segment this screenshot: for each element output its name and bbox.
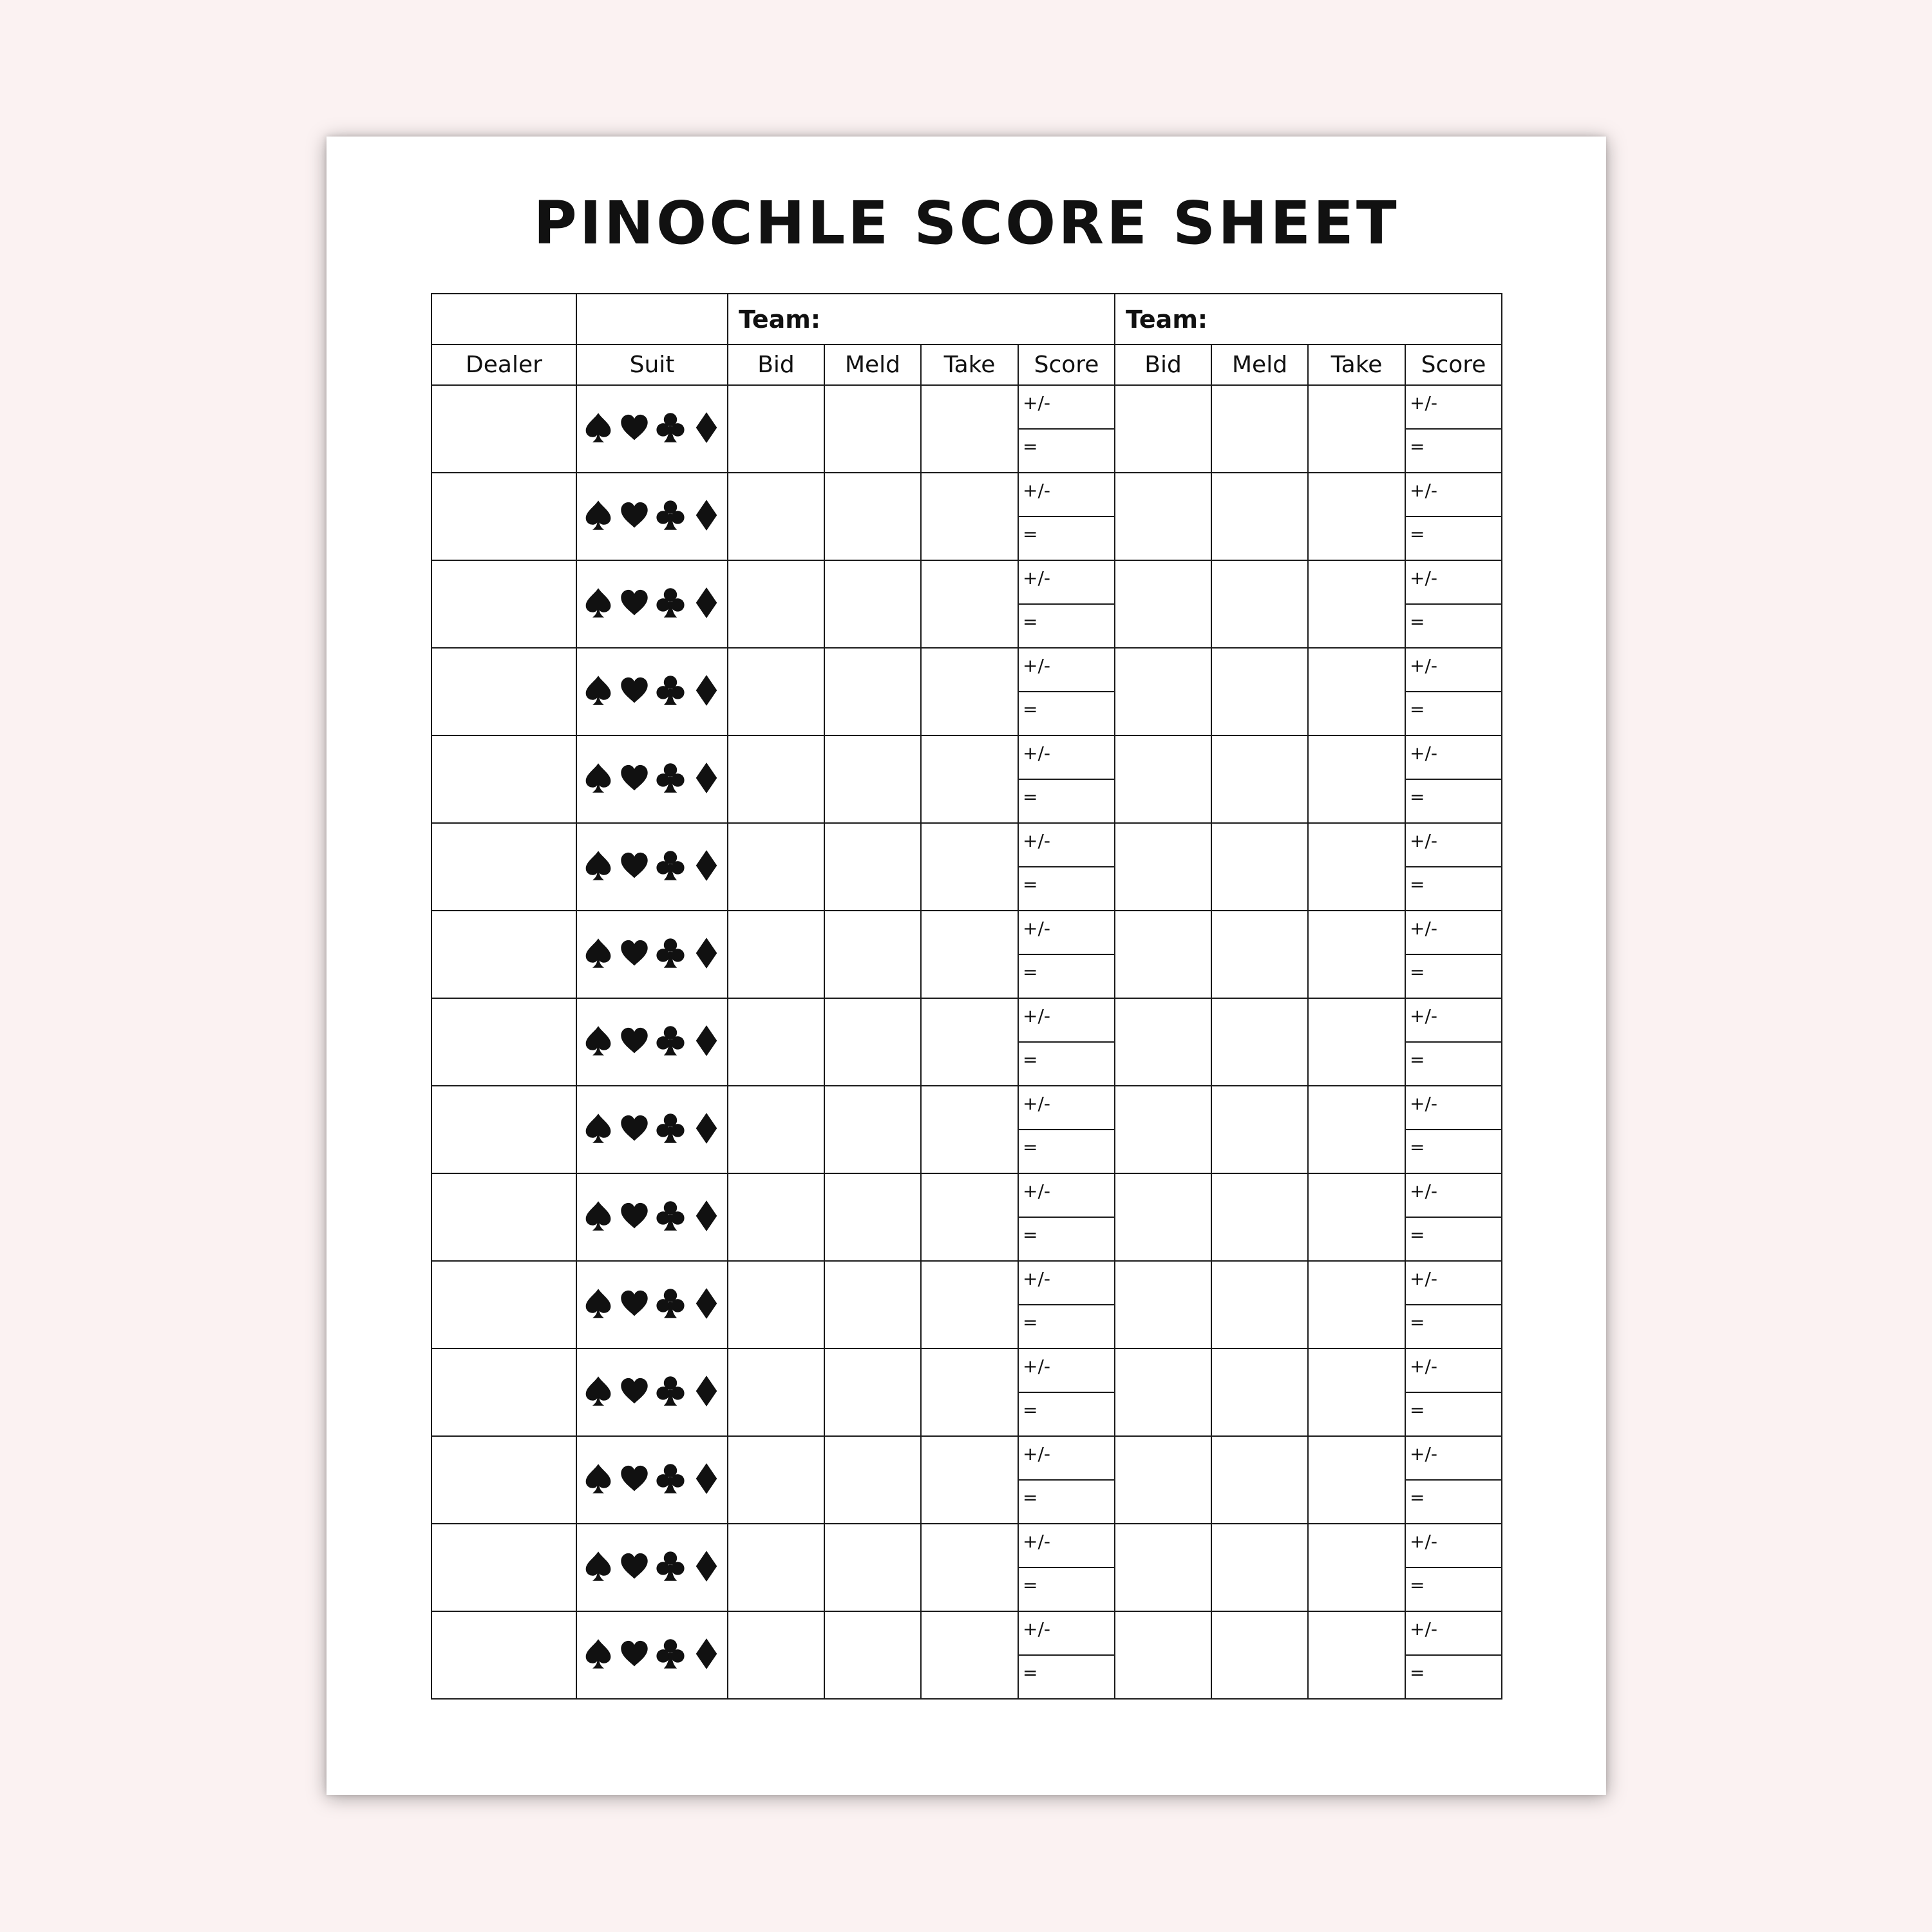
team-a-score-adjust-cell[interactable]: +/- [1018,1261,1115,1305]
dealer-cell[interactable] [431,1436,576,1524]
team-b-meld-cell[interactable] [1211,1086,1308,1173]
team-b-bid-cell[interactable] [1115,823,1211,911]
team-a-score-total-cell[interactable]: = [1018,867,1115,911]
team-a-score-adjust-cell[interactable]: +/- [1018,648,1115,692]
team-b-score-adjust-cell[interactable]: +/- [1405,998,1502,1042]
spade-icon[interactable] [583,762,613,794]
diamond-icon[interactable] [692,1463,721,1495]
team-b-score-adjust-cell[interactable]: +/- [1405,385,1502,429]
hand-row-3-adjust [431,560,1502,604]
hand-row-11-adjust [431,1261,1502,1305]
column-header-team-a-take: Take [921,345,1018,385]
hand-row-5-adjust [431,735,1502,779]
column-header-row [431,345,1502,385]
suit-cell[interactable] [576,1349,728,1436]
suit-cell[interactable] [576,560,728,648]
team-a-score-adjust-cell[interactable]: +/- [1018,1524,1115,1567]
club-icon[interactable] [656,1638,685,1670]
team-b-score-total-cell[interactable]: = [1405,1042,1502,1086]
team-a-bid-cell[interactable] [728,648,824,735]
team-a-score-adjust-cell[interactable]: +/- [1018,823,1115,867]
team-a-take-cell[interactable] [921,473,1018,560]
team-b-bid-cell[interactable] [1115,560,1211,648]
dealer-cell[interactable] [431,473,576,560]
team-b-bid-cell[interactable] [1115,1524,1211,1611]
heart-icon[interactable] [620,937,649,969]
team-a-meld-cell[interactable] [824,648,921,735]
heart-icon[interactable] [620,587,649,619]
team-a-bid-cell[interactable] [728,1524,824,1611]
suit-cell[interactable] [576,648,728,735]
team-a-meld-cell[interactable] [824,385,921,473]
team-a-score-total-cell[interactable]: = [1018,604,1115,648]
team-a-bid-cell[interactable] [728,1173,824,1261]
team-a-bid-cell[interactable] [728,385,824,473]
team-a-meld-cell[interactable] [824,911,921,998]
club-icon[interactable] [656,1375,685,1407]
team-b-take-cell[interactable] [1308,911,1405,998]
spade-icon[interactable] [583,587,613,619]
team-a-score-total-cell[interactable]: = [1018,1130,1115,1173]
team-a-score-total-cell[interactable]: = [1018,1655,1115,1699]
team-a-meld-cell[interactable] [824,823,921,911]
team-b-bid-cell[interactable] [1115,1349,1211,1436]
spade-icon[interactable] [583,412,613,444]
team-a-meld-cell[interactable] [824,998,921,1086]
dealer-cell[interactable] [431,385,576,473]
team-a-score-adjust-cell[interactable]: +/- [1018,911,1115,954]
team-b-meld-cell[interactable] [1211,998,1308,1086]
team-b-take-cell[interactable] [1308,1611,1405,1699]
team-a-score-total-cell[interactable]: = [1018,1305,1115,1349]
team-b-meld-cell[interactable] [1211,560,1308,648]
team-a-score-adjust-cell[interactable]: +/- [1018,1611,1115,1655]
team-a-score-total-cell[interactable]: = [1018,429,1115,473]
hand-row-14-adjust [431,1524,1502,1567]
suit-cell[interactable] [576,998,728,1086]
dealer-cell[interactable] [431,1349,576,1436]
team-a-meld-cell[interactable] [824,1611,921,1699]
team-b-score-total-cell[interactable]: = [1405,429,1502,473]
blank-header-cell [576,294,728,345]
diamond-icon[interactable] [692,412,721,444]
dealer-cell[interactable] [431,735,576,823]
hand-row-9-adjust [431,1086,1502,1130]
diamond-icon[interactable] [692,674,721,706]
team-b-score-adjust-cell[interactable]: +/- [1405,648,1502,692]
team-b-score-total-cell[interactable]: = [1405,692,1502,735]
team-b-meld-cell[interactable] [1211,1349,1308,1436]
team-b-bid-cell[interactable] [1115,1086,1211,1173]
heart-icon[interactable] [620,1463,649,1495]
team-a-bid-cell[interactable] [728,998,824,1086]
team-b-meld-cell[interactable] [1211,1436,1308,1524]
team-b-score-total-cell[interactable]: = [1405,1130,1502,1173]
team-a-take-cell[interactable] [921,1261,1018,1349]
team-a-meld-cell[interactable] [824,473,921,560]
team-a-take-cell[interactable] [921,385,1018,473]
team-a-score-adjust-cell[interactable]: +/- [1018,1086,1115,1130]
team-b-score-total-cell[interactable]: = [1405,954,1502,998]
hand-row-6-adjust [431,823,1502,867]
team-a-score-adjust-cell[interactable]: +/- [1018,1436,1115,1480]
spade-icon[interactable] [583,674,613,706]
diamond-icon[interactable] [692,937,721,969]
spade-icon[interactable] [583,849,613,882]
suit-options [583,1550,721,1582]
suit-cell[interactable] [576,1611,728,1699]
dealer-cell[interactable] [431,911,576,998]
team-a-take-cell[interactable] [921,735,1018,823]
diamond-icon[interactable] [692,1287,721,1320]
team-a-take-cell[interactable] [921,1086,1018,1173]
team-a-meld-cell[interactable] [824,1436,921,1524]
dealer-cell[interactable] [431,648,576,735]
team-b-score-adjust-cell[interactable]: +/- [1405,735,1502,779]
team-b-score-adjust-cell[interactable]: +/- [1405,911,1502,954]
team-b-meld-cell[interactable] [1211,385,1308,473]
team-b-score-adjust-cell[interactable]: +/- [1405,473,1502,516]
diamond-icon[interactable] [692,849,721,882]
team-a-take-cell[interactable] [921,1524,1018,1611]
team-a-score-total-cell[interactable]: = [1018,516,1115,560]
heart-icon[interactable] [620,1375,649,1407]
team-b-bid-cell[interactable] [1115,1436,1211,1524]
team-a-score-total-cell[interactable]: = [1018,692,1115,735]
team-b-score-adjust-cell[interactable]: +/- [1405,1436,1502,1480]
team-b-take-cell[interactable] [1308,648,1405,735]
team-a-score-adjust-cell[interactable]: +/- [1018,560,1115,604]
team-b-bid-cell[interactable] [1115,1173,1211,1261]
club-icon[interactable] [656,587,685,619]
hand-row-10-adjust [431,1173,1502,1217]
team-a-bid-cell[interactable] [728,735,824,823]
heart-icon[interactable] [620,1112,649,1144]
team-a-meld-cell[interactable] [824,1349,921,1436]
column-header-team-a-score: Score [1018,345,1115,385]
column-header-team-b-take: Take [1308,345,1405,385]
team-b-take-cell[interactable] [1308,1173,1405,1261]
suit-cell[interactable] [576,1261,728,1349]
column-header-suit: Suit [576,345,728,385]
team-a-take-cell[interactable] [921,1611,1018,1699]
team-a-take-cell[interactable] [921,1436,1018,1524]
team-a-score-adjust-cell[interactable]: +/- [1018,473,1115,516]
team-b-score-adjust-cell[interactable]: +/- [1405,1261,1502,1305]
suit-options [583,412,721,444]
team-a-meld-cell[interactable] [824,735,921,823]
column-header-team-a-meld: Meld [824,345,921,385]
team-b-bid-cell[interactable] [1115,473,1211,560]
team-a-take-cell[interactable] [921,560,1018,648]
diamond-icon[interactable] [692,1025,721,1057]
team-a-take-cell[interactable] [921,911,1018,998]
team-b-score-adjust-cell[interactable]: +/- [1405,1173,1502,1217]
team-b-bid-cell[interactable] [1115,735,1211,823]
heart-icon[interactable] [620,1638,649,1670]
suit-options [583,1463,721,1495]
score-table [431,293,1502,1700]
hands-body [431,385,1502,1699]
page-title: PINOCHLE SCORE SHEET [533,189,1399,258]
club-icon[interactable] [656,499,685,531]
team-b-bid-cell[interactable] [1115,998,1211,1086]
suit-cell[interactable] [576,1524,728,1611]
team-a-score-adjust-cell[interactable]: +/- [1018,735,1115,779]
team-a-score-adjust-cell[interactable]: +/- [1018,1173,1115,1217]
suit-options [583,1200,721,1232]
suit-options [583,1112,721,1144]
suit-options [583,1375,721,1407]
suit-options [583,1638,721,1670]
team-b-meld-cell[interactable] [1211,823,1308,911]
suit-cell[interactable] [576,1173,728,1261]
team-b-take-cell[interactable] [1308,1349,1405,1436]
spade-icon[interactable] [583,937,613,969]
suit-options [583,674,721,706]
team-a-bid-cell[interactable] [728,473,824,560]
team-b-bid-cell[interactable] [1115,648,1211,735]
team-b-score-adjust-cell[interactable]: +/- [1405,1524,1502,1567]
suit-options [583,937,721,969]
dealer-cell[interactable] [431,1524,576,1611]
team-a-bid-cell[interactable] [728,911,824,998]
suit-cell[interactable] [576,1436,728,1524]
team-b-name-field[interactable]: Team: [1115,294,1502,345]
suit-options [583,1287,721,1320]
hand-row-13-adjust [431,1436,1502,1480]
club-icon[interactable] [656,937,685,969]
spade-icon[interactable] [583,1550,613,1582]
heart-icon[interactable] [620,499,649,531]
club-icon[interactable] [656,674,685,706]
team-b-score-total-cell[interactable]: = [1405,867,1502,911]
team-header-row [431,294,1502,345]
team-a-meld-cell[interactable] [824,1261,921,1349]
column-header-dealer: Dealer [431,345,576,385]
team-b-score-total-cell[interactable]: = [1405,604,1502,648]
score-sheet-page [327,137,1606,1795]
team-b-meld-cell[interactable] [1211,911,1308,998]
team-a-bid-cell[interactable] [728,1261,824,1349]
column-header-team-b-bid: Bid [1115,345,1211,385]
team-b-take-cell[interactable] [1308,735,1405,823]
team-a-take-cell[interactable] [921,1173,1018,1261]
diamond-icon[interactable] [692,1638,721,1670]
team-a-bid-cell[interactable] [728,1436,824,1524]
team-b-meld-cell[interactable] [1211,473,1308,560]
team-b-take-cell[interactable] [1308,385,1405,473]
hand-row-2-adjust [431,473,1502,516]
team-a-meld-cell[interactable] [824,560,921,648]
suit-cell[interactable] [576,1086,728,1173]
team-b-score-adjust-cell[interactable]: +/- [1405,1349,1502,1392]
spade-icon[interactable] [583,1375,613,1407]
team-a-meld-cell[interactable] [824,1086,921,1173]
club-icon[interactable] [656,1112,685,1144]
team-a-bid-cell[interactable] [728,1086,824,1173]
suit-options [583,587,721,619]
team-b-take-cell[interactable] [1308,473,1405,560]
team-b-take-cell[interactable] [1308,1261,1405,1349]
dealer-cell[interactable] [431,1173,576,1261]
team-a-meld-cell[interactable] [824,1524,921,1611]
club-icon[interactable] [656,1287,685,1320]
team-a-score-adjust-cell[interactable]: +/- [1018,1349,1115,1392]
team-b-meld-cell[interactable] [1211,1261,1308,1349]
dealer-cell[interactable] [431,1261,576,1349]
team-a-score-total-cell[interactable]: = [1018,1480,1115,1524]
club-icon[interactable] [656,1200,685,1232]
hand-row-1-adjust [431,385,1502,429]
spade-icon[interactable] [583,1112,613,1144]
diamond-icon[interactable] [692,587,721,619]
team-a-score-total-cell[interactable]: = [1018,779,1115,823]
suit-cell[interactable] [576,735,728,823]
suit-options [583,849,721,882]
team-a-bid-cell[interactable] [728,560,824,648]
suit-options [583,1025,721,1057]
team-a-bid-cell[interactable] [728,1349,824,1436]
hand-row-8-adjust [431,998,1502,1042]
heart-icon[interactable] [620,762,649,794]
suit-options [583,499,721,531]
column-header-team-b-score: Score [1405,345,1502,385]
club-icon[interactable] [656,412,685,444]
blank-header-cell [431,294,576,345]
team-b-score-total-cell[interactable]: = [1405,1567,1502,1611]
team-a-score-total-cell[interactable]: = [1018,1217,1115,1261]
team-b-score-adjust-cell[interactable]: +/- [1405,1086,1502,1130]
team-a-score-adjust-cell[interactable]: +/- [1018,998,1115,1042]
diamond-icon[interactable] [692,762,721,794]
spade-icon[interactable] [583,1638,613,1670]
dealer-cell[interactable] [431,823,576,911]
club-icon[interactable] [656,1550,685,1582]
team-b-bid-cell[interactable] [1115,1611,1211,1699]
diamond-icon[interactable] [692,1550,721,1582]
team-b-meld-cell[interactable] [1211,735,1308,823]
suit-cell[interactable] [576,385,728,473]
team-b-meld-cell[interactable] [1211,1524,1308,1611]
heart-icon[interactable] [620,1025,649,1057]
suit-cell[interactable] [576,473,728,560]
diamond-icon[interactable] [692,1200,721,1232]
diamond-icon[interactable] [692,499,721,531]
team-b-score-total-cell[interactable]: = [1405,516,1502,560]
team-b-score-total-cell[interactable]: = [1405,1392,1502,1436]
team-a-bid-cell[interactable] [728,1611,824,1699]
spade-icon[interactable] [583,499,613,531]
team-b-score-adjust-cell[interactable]: +/- [1405,1611,1502,1655]
heart-icon[interactable] [620,674,649,706]
hand-row-4-adjust [431,648,1502,692]
suit-options [583,762,721,794]
team-b-take-cell[interactable] [1308,1086,1405,1173]
hand-row-7-adjust [431,911,1502,954]
spade-icon[interactable] [583,1200,613,1232]
club-icon[interactable] [656,1025,685,1057]
club-icon[interactable] [656,849,685,882]
heart-icon[interactable] [620,1550,649,1582]
team-b-bid-cell[interactable] [1115,1261,1211,1349]
team-a-score-adjust-cell[interactable]: +/- [1018,385,1115,429]
team-b-bid-cell[interactable] [1115,911,1211,998]
team-a-score-total-cell[interactable]: = [1018,954,1115,998]
team-a-meld-cell[interactable] [824,1173,921,1261]
suit-cell[interactable] [576,911,728,998]
team-b-score-total-cell[interactable]: = [1405,1655,1502,1699]
diamond-icon[interactable] [692,1375,721,1407]
heart-icon[interactable] [620,412,649,444]
team-b-bid-cell[interactable] [1115,385,1211,473]
team-a-take-cell[interactable] [921,823,1018,911]
team-b-score-total-cell[interactable]: = [1405,1217,1502,1261]
heart-icon[interactable] [620,1287,649,1320]
spade-icon[interactable] [583,1287,613,1320]
team-b-score-adjust-cell[interactable]: +/- [1405,823,1502,867]
hand-row-12-adjust [431,1349,1502,1392]
spade-icon[interactable] [583,1463,613,1495]
team-b-take-cell[interactable] [1308,823,1405,911]
hand-row-15-adjust [431,1611,1502,1655]
club-icon[interactable] [656,762,685,794]
team-a-bid-cell[interactable] [728,823,824,911]
team-a-name-field[interactable]: Team: [728,294,1115,345]
club-icon[interactable] [656,1463,685,1495]
dealer-cell[interactable] [431,998,576,1086]
heart-icon[interactable] [620,849,649,882]
diamond-icon[interactable] [692,1112,721,1144]
team-b-meld-cell[interactable] [1211,1173,1308,1261]
dealer-cell[interactable] [431,1611,576,1699]
team-b-take-cell[interactable] [1308,998,1405,1086]
team-b-score-total-cell[interactable]: = [1405,1480,1502,1524]
team-b-score-total-cell[interactable]: = [1405,779,1502,823]
team-b-take-cell[interactable] [1308,1524,1405,1611]
team-b-take-cell[interactable] [1308,560,1405,648]
heart-icon[interactable] [620,1200,649,1232]
dealer-cell[interactable] [431,1086,576,1173]
team-b-meld-cell[interactable] [1211,648,1308,735]
suit-cell[interactable] [576,823,728,911]
column-header-team-a-bid: Bid [728,345,824,385]
team-a-score-total-cell[interactable]: = [1018,1042,1115,1086]
dealer-cell[interactable] [431,560,576,648]
team-b-score-adjust-cell[interactable]: +/- [1405,560,1502,604]
team-a-take-cell[interactable] [921,998,1018,1086]
team-a-take-cell[interactable] [921,648,1018,735]
team-b-score-total-cell[interactable]: = [1405,1305,1502,1349]
spade-icon[interactable] [583,1025,613,1057]
column-header-team-b-meld: Meld [1211,345,1308,385]
team-a-score-total-cell[interactable]: = [1018,1392,1115,1436]
team-b-meld-cell[interactable] [1211,1611,1308,1699]
team-a-score-total-cell[interactable]: = [1018,1567,1115,1611]
team-b-take-cell[interactable] [1308,1436,1405,1524]
team-a-take-cell[interactable] [921,1349,1018,1436]
